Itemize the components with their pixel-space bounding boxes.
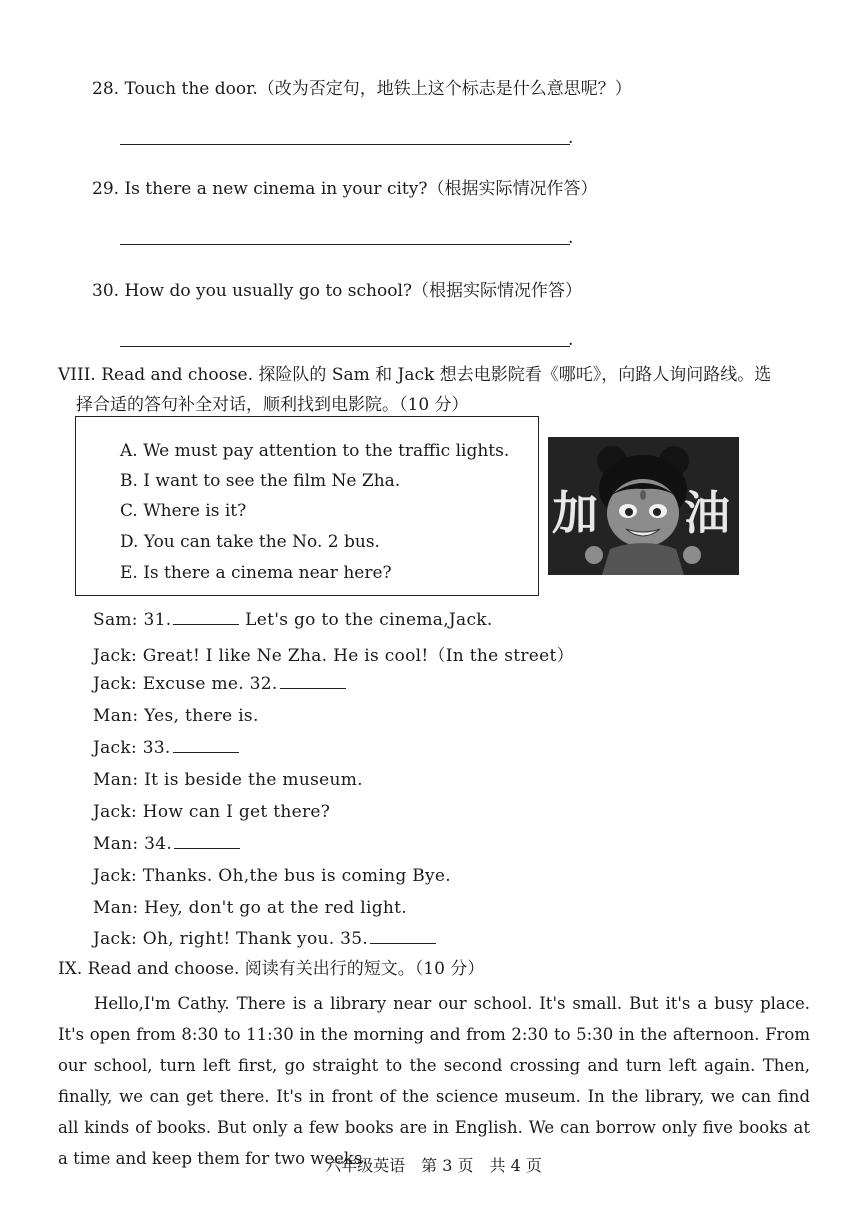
question-29: 29. Is there a new cinema in your city?（根据实际情况作答） xyxy=(92,179,598,199)
section-9-heading: IX. Read and choose. 阅读有关出行的短文。（10 分） xyxy=(58,959,485,979)
dialogue-line-3 xyxy=(93,674,346,694)
nezha-picture xyxy=(548,437,739,575)
dialogue-text: Man: It is beside the museum. xyxy=(93,770,363,790)
answer-line-28[interactable] xyxy=(120,144,570,145)
blank-34[interactable] xyxy=(174,834,240,849)
nezha-brush-char-right: 油 xyxy=(684,486,730,540)
blank-35[interactable] xyxy=(370,929,436,944)
option-d: D. You can take the No. 2 bus. xyxy=(120,532,380,552)
option-e: E. Is there a cinema near here? xyxy=(120,563,392,583)
answer-period-30: . xyxy=(568,330,574,350)
reading-passage xyxy=(58,988,810,1174)
dialogue-line-6 xyxy=(93,770,363,790)
blank-32[interactable] xyxy=(280,674,346,689)
option-b: B. I want to see the film Ne Zha. xyxy=(120,471,401,491)
nezha-brush-char-left: 加 xyxy=(552,486,598,540)
question-28: 28. Touch the door.（改为否定句，地铁上这个标志是什么意思呢？） xyxy=(92,79,632,99)
answer-period-28: . xyxy=(568,128,574,148)
section-8-heading-line2: 择合适的答句补全对话，顺利找到电影院。（10 分） xyxy=(76,395,469,415)
dialogue-line-1 xyxy=(93,610,493,630)
dialogue-line-4 xyxy=(93,706,259,726)
answer-line-29[interactable] xyxy=(120,244,570,245)
dialogue-text: Sam: 31. xyxy=(93,610,172,630)
dialogue-text: Jack: Great! I like Ne Zha. He is cool!（In the street） xyxy=(93,646,574,666)
passage-text: Hello,I'm Cathy. There is a library near our school. It's small. But it's a busy place. It's open from 8:30 to 11:30 in the morning and from 2:30 to 5:30 in the afternoon. From our school, turn left first, go straight to the second crossing and turn left again. Then, finally, we can get there. It's in front of the science museum. In the library, we can find all kinds of books. But only a few books are in English. We can borrow only five books at a time and keep them for two weeks. xyxy=(58,994,810,1168)
dialogue-line-10 xyxy=(93,898,407,918)
page-footer: 六年级英语 第 3 页 共 4 页 xyxy=(325,1156,542,1175)
dialogue-line-8 xyxy=(93,834,240,854)
blank-33[interactable] xyxy=(173,738,239,753)
dialogue-line-9 xyxy=(93,866,451,886)
dialogue-text: Man: 34. xyxy=(93,834,173,854)
option-a: A. We must pay attention to the traffic lights. xyxy=(120,441,510,461)
dialogue-line-2 xyxy=(93,641,574,666)
options-box xyxy=(75,416,539,596)
dialogue-line-7 xyxy=(93,802,330,822)
dialogue-text: Man: Yes, there is. xyxy=(93,706,259,726)
answer-line-30[interactable] xyxy=(120,346,570,347)
option-c: C. Where is it? xyxy=(120,501,247,521)
answer-period-29: . xyxy=(568,228,574,248)
dialogue-text: Jack: How can I get there? xyxy=(93,802,331,822)
dialogue-text: Man: Hey, don't go at the red light. xyxy=(93,898,407,918)
question-30: 30. How do you usually go to school?（根据实际情况作答） xyxy=(92,281,583,301)
dialogue-text: Jack: Thanks. Oh,the bus is coming Bye. xyxy=(93,866,451,886)
dialogue-text: Jack: Excuse me. 32. xyxy=(93,674,278,694)
blank-31[interactable] xyxy=(173,610,239,625)
dialogue-line-5 xyxy=(93,738,239,758)
dialogue-line-11 xyxy=(93,929,436,949)
dialogue-text: Jack: 33. xyxy=(93,738,171,758)
section-8-heading-line1: VIII. Read and choose. 探险队的 Sam 和 Jack 想去电影院看《哪吒》，向路人询问路线。选 xyxy=(58,365,772,385)
dialogue-text: Jack: Oh, right! Thank you. 35. xyxy=(93,929,369,949)
dialogue-text-after: Let's go to the cinema,Jack. xyxy=(239,610,493,630)
